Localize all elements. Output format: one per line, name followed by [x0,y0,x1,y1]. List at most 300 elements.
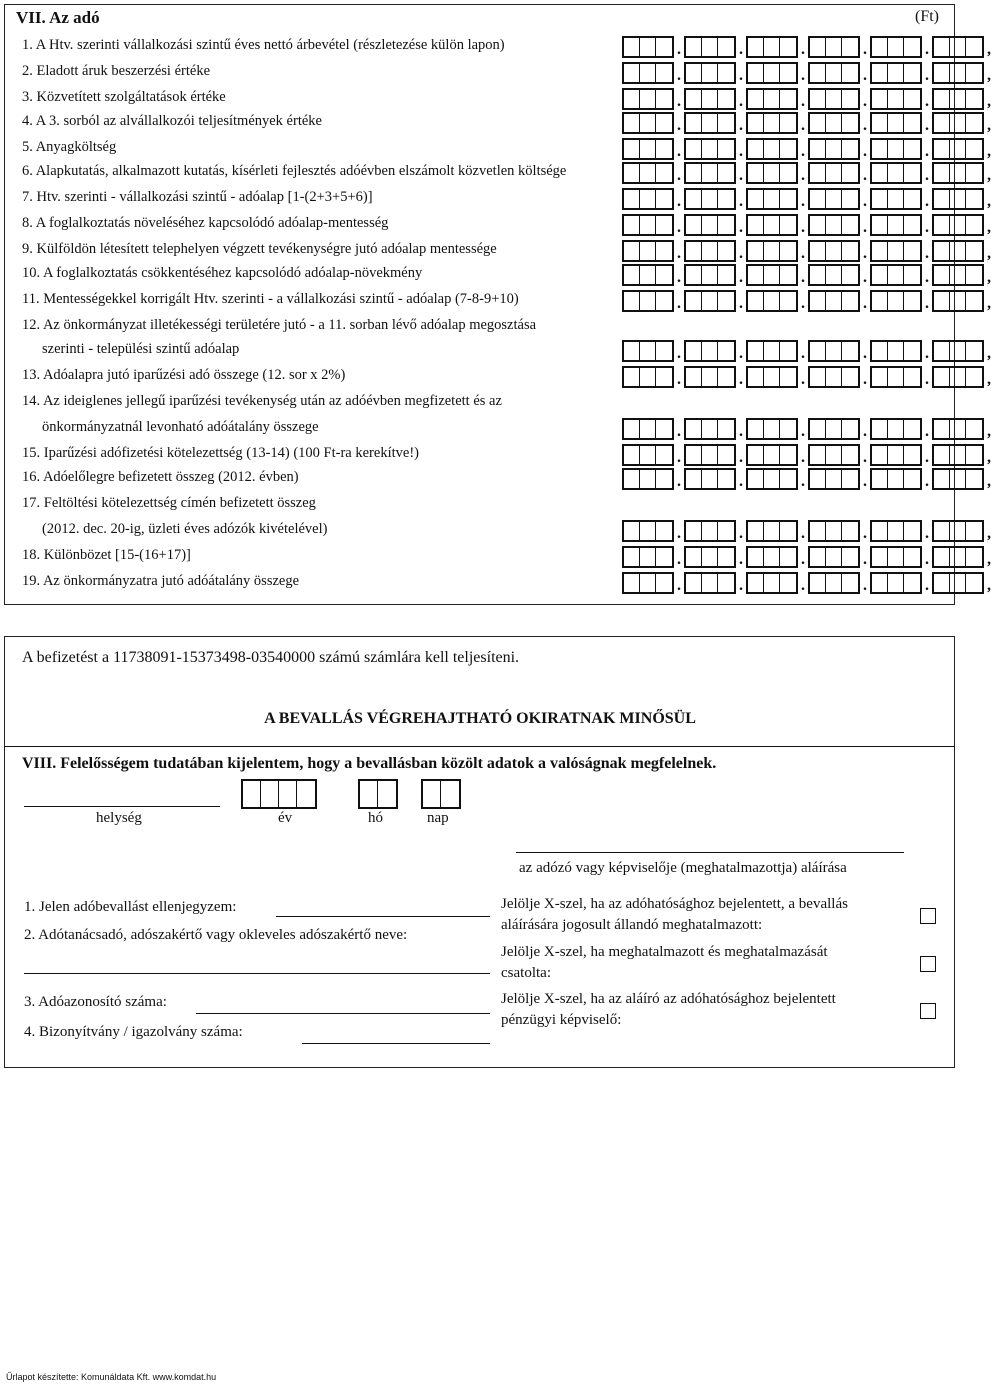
thousands-separator: . [801,449,805,466]
row-label: 1. A Htv. szerinti vállalkozási szintű éves nettó árbevétel (részletezése külön lapon) [22,37,505,53]
digit-group[interactable] [932,36,984,58]
advisor-name-label: 2. Adótanácsadó, adószakértő vagy okleveles adószakértő neve: [24,927,408,943]
digit-group[interactable] [746,418,798,440]
digit-group[interactable] [684,88,736,110]
row-label: 4. A 3. sorból az alvállalkozói teljesítmények értéke [22,113,322,129]
thousands-separator: . [677,423,681,440]
thousands-separator: . [739,345,743,362]
digit-group[interactable] [808,240,860,262]
digit-group[interactable] [622,36,674,58]
digit-group[interactable] [932,340,984,362]
digit-group[interactable] [684,366,736,388]
thousands-separator: . [739,193,743,210]
digit-group[interactable] [746,36,798,58]
amount-boxes[interactable] [622,36,994,58]
thousands-separator: . [739,269,743,286]
thousands-separator: . [863,473,867,490]
decimal-comma: , [987,245,991,262]
decimal-comma: , [987,449,991,466]
digit-group[interactable] [870,88,922,110]
amount-boxes[interactable] [622,340,994,362]
row-label: 3. Közvetített szolgáltatások értéke [22,89,226,105]
thousands-separator: . [801,269,805,286]
digit-group[interactable] [932,468,984,490]
digit-group[interactable] [622,88,674,110]
row-label: 10. A foglalkoztatás csökkentéséhez kapcsolódó adóalap-növekmény [22,265,423,281]
digit-group[interactable] [684,214,736,236]
thousands-separator: . [739,423,743,440]
digit-group[interactable] [932,546,984,568]
thousands-separator: . [801,551,805,568]
thousands-separator: . [801,143,805,160]
digit-group[interactable] [622,138,674,160]
thousands-separator: . [925,449,929,466]
month-boxes[interactable] [358,779,398,809]
thousands-separator: . [863,245,867,262]
thousands-separator: . [925,295,929,312]
payment-note: A befizetést a 11738091-15373498-03540000 számú számlára kell teljesíteni. [22,649,520,666]
digit-group[interactable] [746,138,798,160]
thousands-separator: . [677,295,681,312]
digit-group[interactable] [808,188,860,210]
digit-group[interactable] [746,112,798,134]
thousands-separator: . [925,219,929,236]
decimal-comma: , [987,143,991,160]
thousands-separator: . [925,371,929,388]
digit-group[interactable] [808,468,860,490]
decimal-comma: , [987,371,991,388]
row-label: 15. Iparűzési adófizetési kötelezettség (13-14) (100 Ft-ra kerekítve!) [22,445,419,461]
thousands-separator: . [863,219,867,236]
thousands-separator: . [925,67,929,84]
thousands-separator: . [677,525,681,542]
currency-unit: (Ft) [915,8,939,25]
digit-group[interactable] [746,62,798,84]
year-label: év [278,810,293,826]
row-label: 17. Feltöltési kötelezettség címén befizetett összeg [22,495,316,511]
thousands-separator: . [739,117,743,134]
decimal-comma: , [987,345,991,362]
digit-group[interactable] [808,36,860,58]
place-label: helység [96,810,142,826]
amount-boxes[interactable] [622,572,994,594]
digit-group[interactable] [684,240,736,262]
thousands-separator: . [863,143,867,160]
thousands-separator: . [801,525,805,542]
digit-group[interactable] [684,188,736,210]
decimal-comma: , [987,67,991,84]
check1-text-b: aláírására jogosult állandó meghatalmazott: [501,917,763,933]
check1-text-a: Jelölje X-szel, ha az adóhatósághoz bejelentett, a bevallás [501,896,848,912]
thousands-separator: . [677,117,681,134]
decimal-comma: , [987,423,991,440]
digit-group[interactable] [932,572,984,594]
digit-group[interactable] [622,444,674,466]
digit-group[interactable] [746,240,798,262]
thousands-separator: . [801,295,805,312]
digit-group[interactable] [808,340,860,362]
check3-box[interactable] [920,1003,936,1019]
amount-boxes[interactable] [622,546,994,568]
day-label: nap [427,810,449,826]
row-label: 14. Az ideiglenes jellegű iparűzési tevékenység után az adóévben megfizetett és az [22,393,502,409]
digit-group[interactable] [746,572,798,594]
digit-group[interactable] [932,138,984,160]
digit-group[interactable] [870,240,922,262]
thousands-separator: . [863,371,867,388]
thousands-separator: . [863,525,867,542]
digit-group[interactable] [622,240,674,262]
digit-group[interactable] [622,62,674,84]
row-label: 5. Anyagköltség [22,139,117,155]
thousands-separator: . [925,423,929,440]
year-boxes[interactable] [241,779,317,809]
amount-boxes[interactable] [622,88,994,110]
digit-group[interactable] [622,468,674,490]
thousands-separator: . [925,551,929,568]
thousands-separator: . [739,143,743,160]
thousands-separator: . [863,93,867,110]
thousands-separator: . [925,117,929,134]
digit-group[interactable] [932,264,984,286]
thousands-separator: . [863,67,867,84]
digit-group[interactable] [746,88,798,110]
thousands-separator: . [801,67,805,84]
thousands-separator: . [677,345,681,362]
digit-group[interactable] [684,290,736,312]
decimal-comma: , [987,41,991,58]
digit-group[interactable] [808,264,860,286]
thousands-separator: . [677,245,681,262]
thousands-separator: . [801,473,805,490]
check2-text-b: csatolta: [501,965,551,981]
digit-group[interactable] [932,88,984,110]
month-label: hó [368,810,383,826]
digit-group[interactable] [808,418,860,440]
amount-boxes[interactable] [622,214,994,236]
thousands-separator: . [801,245,805,262]
thousands-separator: . [677,269,681,286]
thousands-separator: . [863,193,867,210]
thousands-separator: . [677,67,681,84]
digit-group[interactable] [808,572,860,594]
decimal-comma: , [987,219,991,236]
row-label-continued: szerinti - települési szintű adóalap [42,341,240,357]
digit-group[interactable] [870,62,922,84]
thousands-separator: . [801,167,805,184]
row-label: 8. A foglalkoztatás növeléséhez kapcsolódó adóalap-mentesség [22,215,389,231]
thousands-separator: . [677,551,681,568]
tax-id-label: 3. Adóazonosító száma: [24,994,167,1010]
decimal-comma: , [987,193,991,210]
amount-boxes[interactable] [622,264,994,286]
check2-box[interactable] [920,956,936,972]
row-label: 11. Mentességekkel korrigált Htv. szerinti - a vállalkozási szintű - adóalap (7-8-9+10) [22,291,519,307]
section-title: VII. Az adó [16,8,100,27]
digit-group[interactable] [932,290,984,312]
thousands-separator: . [801,117,805,134]
thousands-separator: . [677,473,681,490]
enforceable-notice: A BEVALLÁS VÉGREHAJTHATÓ OKIRATNAK MINŐSÜL [264,710,696,727]
digit-group[interactable] [622,520,674,542]
digit-group[interactable] [684,112,736,134]
decimal-comma: , [987,167,991,184]
thousands-separator: . [739,93,743,110]
digit-group[interactable] [932,162,984,184]
thousands-separator: . [739,295,743,312]
digit-group[interactable] [746,290,798,312]
thousands-separator: . [801,41,805,58]
digit-group[interactable] [684,138,736,160]
digit-group[interactable] [870,188,922,210]
thousands-separator: . [739,449,743,466]
thousands-separator: . [677,193,681,210]
amount-boxes[interactable] [622,188,994,210]
digit-group[interactable] [684,572,736,594]
check2-text-a: Jelölje X-szel, ha meghatalmazott és meghatalmazását [501,944,828,960]
certificate-line[interactable] [302,1043,490,1044]
amount-boxes[interactable] [622,112,994,134]
digit-group[interactable] [808,366,860,388]
digit-group[interactable] [684,62,736,84]
thousands-separator: . [863,345,867,362]
amount-boxes[interactable] [622,520,994,542]
thousands-separator: . [925,143,929,160]
thousands-separator: . [925,473,929,490]
digit-group[interactable] [870,366,922,388]
digit-group[interactable] [808,546,860,568]
amount-boxes[interactable] [622,444,994,466]
thousands-separator: . [677,143,681,160]
digit-group[interactable] [684,340,736,362]
row-label-continued: (2012. dec. 20-ig, üzleti éves adózók kivételével) [42,521,328,537]
digit-group[interactable] [746,546,798,568]
digit-group[interactable] [808,214,860,236]
digit-group[interactable] [684,36,736,58]
thousands-separator: . [863,551,867,568]
digit-group[interactable] [684,444,736,466]
digit-group[interactable] [808,162,860,184]
thousands-separator: . [925,577,929,594]
thousands-separator: . [739,245,743,262]
row-label: 18. Különbözet [15-(16+17)] [22,547,191,563]
countersign-line[interactable] [276,916,490,917]
digit-group[interactable] [932,444,984,466]
digit-group[interactable] [932,62,984,84]
digit-group[interactable] [622,112,674,134]
thousands-separator: . [739,219,743,236]
thousands-separator: . [739,473,743,490]
amount-boxes[interactable] [622,290,994,312]
digit-group[interactable] [932,112,984,134]
thousands-separator: . [801,423,805,440]
thousands-separator: . [801,193,805,210]
digit-group[interactable] [808,444,860,466]
digit-group[interactable] [622,214,674,236]
check1-box[interactable] [920,908,936,924]
digit-group[interactable] [932,188,984,210]
digit-group[interactable] [622,290,674,312]
digit-group[interactable] [746,188,798,210]
digit-group[interactable] [870,264,922,286]
digit-group[interactable] [870,468,922,490]
digit-group[interactable] [622,162,674,184]
digit-group[interactable] [932,418,984,440]
thousands-separator: . [677,371,681,388]
digit-group[interactable] [870,444,922,466]
digit-group[interactable] [870,36,922,58]
digit-group[interactable] [870,572,922,594]
decimal-comma: , [987,295,991,312]
thousands-separator: . [739,41,743,58]
thousands-separator: . [925,41,929,58]
digit-group[interactable] [622,188,674,210]
thousands-separator: . [677,167,681,184]
digit-group[interactable] [808,138,860,160]
thousands-separator: . [677,577,681,594]
divider [4,746,955,747]
digit-group[interactable] [870,214,922,236]
row-label-continued: önkormányzatnál levonható adóátalány összege [42,419,319,435]
thousands-separator: . [925,345,929,362]
digit-group[interactable] [870,112,922,134]
digit-group[interactable] [746,520,798,542]
decimal-comma: , [987,525,991,542]
digit-group[interactable] [932,240,984,262]
thousands-separator: . [677,449,681,466]
decimal-comma: , [987,551,991,568]
check3-text-a: Jelölje X-szel, ha az aláíró az adóhatósághoz bejelentett [501,991,836,1007]
thousands-separator: . [925,269,929,286]
digit-group[interactable] [932,520,984,542]
digit-group[interactable] [746,264,798,286]
digit-group[interactable] [870,162,922,184]
thousands-separator: . [677,219,681,236]
digit-group[interactable] [684,418,736,440]
thousands-separator: . [739,551,743,568]
digit-group[interactable] [622,418,674,440]
day-boxes[interactable] [421,779,461,809]
declaration-text: VIII. Felelősségem tudatában kijelentem, hogy a bevallásban közölt adatok a valóságnak megfelelnek. [22,755,717,772]
digit-group[interactable] [870,546,922,568]
digit-group[interactable] [870,520,922,542]
digit-group[interactable] [808,520,860,542]
digit-group[interactable] [870,138,922,160]
decimal-comma: , [987,117,991,134]
thousands-separator: . [801,93,805,110]
signature-line[interactable] [516,852,904,853]
amount-boxes[interactable] [622,418,994,440]
row-label: 12. Az önkormányzat illetékességi területére jutó - a 11. sorban lévő adóalap megosztása [22,317,537,333]
amount-boxes[interactable] [622,240,994,262]
thousands-separator: . [739,67,743,84]
thousands-separator: . [863,117,867,134]
decimal-comma: , [987,269,991,286]
place-line[interactable] [24,806,220,807]
row-label: 13. Adóalapra jutó iparűzési adó összege (12. sor x 2%) [22,367,346,383]
advisor-name-line[interactable] [24,973,490,974]
thousands-separator: . [739,167,743,184]
thousands-separator: . [925,525,929,542]
thousands-separator: . [739,577,743,594]
row-label: 19. Az önkormányzatra jutó adóátalány összege [22,573,300,589]
thousands-separator: . [863,449,867,466]
thousands-separator: . [801,577,805,594]
decimal-comma: , [987,577,991,594]
thousands-separator: . [925,93,929,110]
digit-group[interactable] [932,366,984,388]
digit-group[interactable] [622,340,674,362]
digit-group[interactable] [746,444,798,466]
thousands-separator: . [677,93,681,110]
thousands-separator: . [863,577,867,594]
countersign-label: 1. Jelen adóbevallást ellenjegyzem: [24,899,237,915]
digit-group[interactable] [870,418,922,440]
digit-group[interactable] [622,546,674,568]
digit-group[interactable] [684,546,736,568]
signature-label: az adózó vagy képviselője (meghatalmazottja) aláírása [519,860,847,876]
tax-id-line[interactable] [196,1013,490,1014]
digit-group[interactable] [684,468,736,490]
row-label: 2. Eladott áruk beszerzési értéke [22,63,211,79]
thousands-separator: . [801,219,805,236]
thousands-separator: . [739,371,743,388]
digit-group[interactable] [684,264,736,286]
thousands-separator: . [925,245,929,262]
thousands-separator: . [863,295,867,312]
amount-boxes[interactable] [622,468,994,490]
row-label: 7. Htv. szerinti - vállalkozási szintű - adóalap [1-(2+3+5+6)] [22,189,373,205]
row-label: 9. Külföldön létesített telephelyen végzett tevékenységre jutó adóalap mentessége [22,241,497,257]
digit-group[interactable] [808,290,860,312]
thousands-separator: . [677,41,681,58]
digit-group[interactable] [808,112,860,134]
digit-group[interactable] [808,88,860,110]
amount-boxes[interactable] [622,62,994,84]
digit-group[interactable] [746,214,798,236]
amount-boxes[interactable] [622,162,994,184]
digit-group[interactable] [622,366,674,388]
decimal-comma: , [987,93,991,110]
digit-group[interactable] [932,214,984,236]
digit-group[interactable] [746,162,798,184]
footer-credit: Űrlapot készítette: Komunáldata Kft. www.komdat.hu [6,1372,217,1382]
thousands-separator: . [801,345,805,362]
check3-text-b: pénzügyi képviselő: [501,1012,622,1028]
digit-group[interactable] [684,162,736,184]
digit-group[interactable] [622,264,674,286]
digit-group[interactable] [622,572,674,594]
thousands-separator: . [925,193,929,210]
digit-group[interactable] [746,340,798,362]
amount-boxes[interactable] [622,138,994,160]
digit-group[interactable] [684,520,736,542]
digit-group[interactable] [746,468,798,490]
digit-group[interactable] [746,366,798,388]
row-label: 16. Adóelőlegre befizetett összeg (2012. évben) [22,469,299,485]
thousands-separator: . [863,167,867,184]
digit-group[interactable] [870,290,922,312]
thousands-separator: . [739,525,743,542]
digit-group[interactable] [870,340,922,362]
amount-boxes[interactable] [622,366,994,388]
digit-group[interactable] [808,62,860,84]
thousands-separator: . [863,269,867,286]
decimal-comma: , [987,473,991,490]
row-label: 6. Alapkutatás, alkalmazott kutatás, kísérleti fejlesztés adóévben elszámolt közvetlen költsége [22,163,567,179]
certificate-label: 4. Bizonyítvány / igazolvány száma: [24,1024,243,1040]
thousands-separator: . [925,167,929,184]
